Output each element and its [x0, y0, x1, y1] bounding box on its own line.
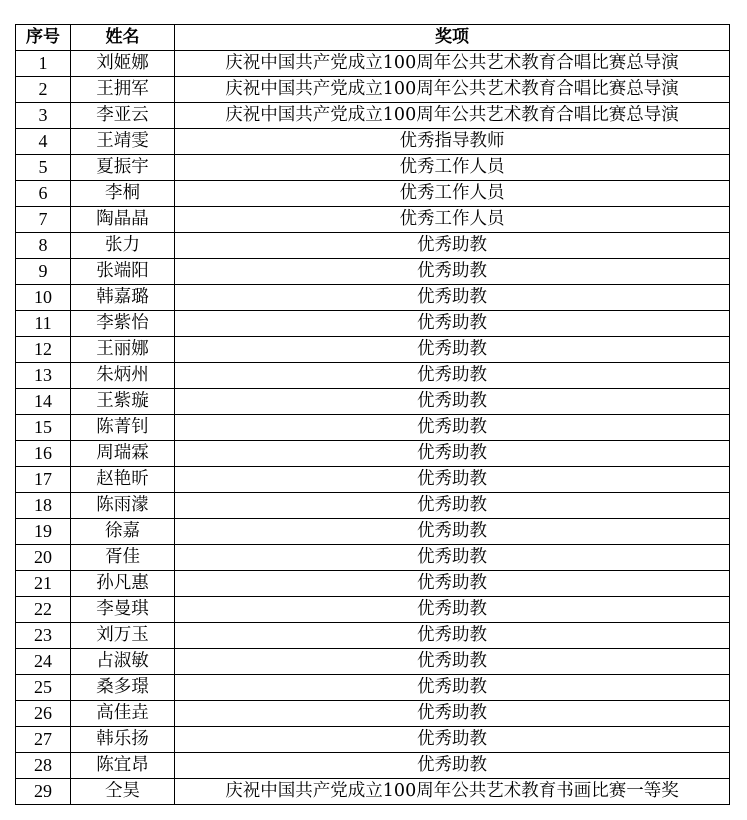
cell-award: 优秀助教 — [175, 571, 730, 597]
table-row — [16, 337, 730, 363]
cell-index: 26 — [16, 701, 71, 727]
table-row — [16, 701, 730, 727]
cell-name: 陈雨濛 — [71, 493, 175, 519]
table-row — [16, 259, 730, 285]
cell-award: 庆祝中国共产党成立100周年公共艺术教育合唱比赛总导演 — [175, 103, 730, 129]
cell-name: 韩乐扬 — [71, 727, 175, 753]
table-row — [16, 311, 730, 337]
table-row — [16, 467, 730, 493]
cell-name: 孙凡惠 — [71, 571, 175, 597]
cell-award: 优秀助教 — [175, 519, 730, 545]
cell-award: 优秀助教 — [175, 233, 730, 259]
cell-name: 李亚云 — [71, 103, 175, 129]
cell-name: 张端阳 — [71, 259, 175, 285]
cell-index: 21 — [16, 571, 71, 597]
cell-index: 4 — [16, 129, 71, 155]
cell-award: 优秀助教 — [175, 311, 730, 337]
cell-name: 仝昊 — [71, 779, 175, 805]
header-name: 姓名 — [71, 25, 175, 51]
cell-award: 优秀助教 — [175, 597, 730, 623]
cell-index: 9 — [16, 259, 71, 285]
table-row — [16, 363, 730, 389]
cell-index: 18 — [16, 493, 71, 519]
cell-name: 桑多璟 — [71, 675, 175, 701]
cell-index: 17 — [16, 467, 71, 493]
table-row — [16, 77, 730, 103]
cell-award: 优秀助教 — [175, 753, 730, 779]
cell-name: 陶晶晶 — [71, 207, 175, 233]
cell-index: 16 — [16, 441, 71, 467]
cell-name: 刘万玉 — [71, 623, 175, 649]
cell-award: 优秀助教 — [175, 493, 730, 519]
table-row — [16, 571, 730, 597]
table-row — [16, 181, 730, 207]
cell-index: 5 — [16, 155, 71, 181]
cell-name: 高佳垚 — [71, 701, 175, 727]
cell-award: 庆祝中国共产党成立100周年公共艺术教育合唱比赛总导演 — [175, 77, 730, 103]
cell-award: 优秀指导教师 — [175, 129, 730, 155]
cell-index: 6 — [16, 181, 71, 207]
table-row — [16, 441, 730, 467]
cell-name: 韩嘉璐 — [71, 285, 175, 311]
table-row — [16, 51, 730, 77]
cell-index: 14 — [16, 389, 71, 415]
cell-index: 8 — [16, 233, 71, 259]
header-index: 序号 — [16, 25, 71, 51]
table-row — [16, 779, 730, 805]
cell-index: 25 — [16, 675, 71, 701]
cell-name: 张力 — [71, 233, 175, 259]
cell-award: 优秀助教 — [175, 415, 730, 441]
cell-award: 优秀助教 — [175, 441, 730, 467]
table-row — [16, 753, 730, 779]
cell-award: 优秀助教 — [175, 389, 730, 415]
cell-index: 28 — [16, 753, 71, 779]
cell-award: 优秀助教 — [175, 649, 730, 675]
cell-index: 10 — [16, 285, 71, 311]
cell-name: 陈菁钊 — [71, 415, 175, 441]
cell-name: 王靖雯 — [71, 129, 175, 155]
header-award: 奖项 — [175, 25, 730, 51]
cell-award: 优秀助教 — [175, 337, 730, 363]
cell-index: 27 — [16, 727, 71, 753]
cell-name: 朱炳州 — [71, 363, 175, 389]
cell-award: 优秀工作人员 — [175, 207, 730, 233]
cell-award: 优秀助教 — [175, 675, 730, 701]
cell-name: 赵艳昕 — [71, 467, 175, 493]
cell-award: 优秀助教 — [175, 467, 730, 493]
cell-name: 占淑敏 — [71, 649, 175, 675]
cell-name: 陈宜昂 — [71, 753, 175, 779]
cell-name: 王丽娜 — [71, 337, 175, 363]
cell-index: 22 — [16, 597, 71, 623]
cell-name: 徐嘉 — [71, 519, 175, 545]
cell-index: 12 — [16, 337, 71, 363]
cell-name: 李桐 — [71, 181, 175, 207]
table-row — [16, 493, 730, 519]
cell-index: 1 — [16, 51, 71, 77]
cell-award: 优秀助教 — [175, 701, 730, 727]
table-row — [16, 597, 730, 623]
cell-award: 优秀工作人员 — [175, 155, 730, 181]
cell-name: 李曼琪 — [71, 597, 175, 623]
table-row — [16, 623, 730, 649]
table-row — [16, 545, 730, 571]
cell-name: 胥佳 — [71, 545, 175, 571]
cell-index: 24 — [16, 649, 71, 675]
table-row — [16, 649, 730, 675]
cell-index: 29 — [16, 779, 71, 805]
cell-index: 15 — [16, 415, 71, 441]
cell-name: 刘姬娜 — [71, 51, 175, 77]
table-row — [16, 155, 730, 181]
cell-award: 优秀助教 — [175, 259, 730, 285]
cell-index: 23 — [16, 623, 71, 649]
cell-award: 优秀助教 — [175, 623, 730, 649]
cell-name: 周瑞霖 — [71, 441, 175, 467]
table-row — [16, 415, 730, 441]
table-row — [16, 207, 730, 233]
cell-award: 优秀助教 — [175, 363, 730, 389]
cell-award: 优秀工作人员 — [175, 181, 730, 207]
table-row — [16, 129, 730, 155]
cell-name: 夏振宇 — [71, 155, 175, 181]
table-row — [16, 519, 730, 545]
cell-index: 7 — [16, 207, 71, 233]
cell-index: 3 — [16, 103, 71, 129]
cell-index: 2 — [16, 77, 71, 103]
table-row — [16, 103, 730, 129]
table-row — [16, 389, 730, 415]
cell-index: 19 — [16, 519, 71, 545]
cell-index: 11 — [16, 311, 71, 337]
cell-index: 20 — [16, 545, 71, 571]
table-body — [16, 51, 730, 805]
cell-award: 优秀助教 — [175, 727, 730, 753]
cell-name: 李紫怡 — [71, 311, 175, 337]
cell-index: 13 — [16, 363, 71, 389]
table-row — [16, 233, 730, 259]
cell-name: 王紫璇 — [71, 389, 175, 415]
cell-award: 优秀助教 — [175, 285, 730, 311]
award-table — [15, 24, 730, 805]
table-header-row — [16, 25, 730, 51]
cell-award: 庆祝中国共产党成立100周年公共艺术教育书画比赛一等奖 — [175, 779, 730, 805]
cell-award: 优秀助教 — [175, 545, 730, 571]
table-row — [16, 285, 730, 311]
table-row — [16, 675, 730, 701]
table-row — [16, 727, 730, 753]
cell-name: 王拥军 — [71, 77, 175, 103]
cell-award: 庆祝中国共产党成立100周年公共艺术教育合唱比赛总导演 — [175, 51, 730, 77]
